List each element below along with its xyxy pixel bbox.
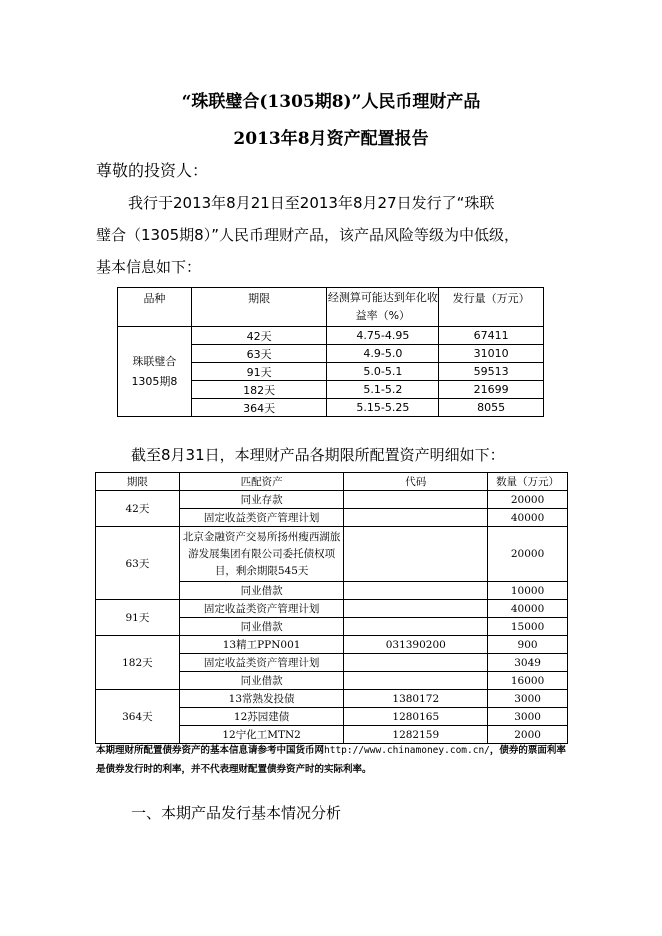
footnote-text-2: ，债券的票面利率是债券发行时的利率，并不代表理财配置债券资产时的实际利率。 (96, 745, 566, 775)
table-row (96, 600, 568, 618)
quantity-cell: 900 (488, 636, 568, 654)
term-cell: 182天 (96, 636, 180, 690)
volume-cell: 67411 (439, 327, 544, 345)
header-term: 期限 (191, 288, 327, 327)
yield-cell: 4.75-4.95 (327, 327, 439, 345)
table-row (96, 491, 568, 509)
code-cell (344, 618, 488, 636)
code-cell: 1282159 (344, 726, 488, 744)
quantity-cell: 3049 (488, 654, 568, 672)
volume-cell: 31010 (439, 345, 544, 363)
asset-cell: 同业借款 (179, 582, 344, 600)
section-heading: 一、本期产品发行基本情况分析 (131, 804, 342, 822)
quantity-cell: 3000 (488, 708, 568, 726)
report-subtitle: 2013年8月资产配置报告 (233, 129, 429, 149)
basic-info-table (117, 287, 544, 417)
term-cell: 91天 (96, 600, 180, 636)
code-cell (344, 491, 488, 509)
code-cell (344, 672, 488, 690)
quantity-cell: 10000 (488, 582, 568, 600)
quantity-cell: 40000 (488, 509, 568, 527)
term-cell: 91天 (191, 363, 327, 381)
table-row (96, 636, 568, 654)
term-cell: 42天 (96, 491, 180, 527)
quantity-cell: 3000 (488, 690, 568, 708)
asset-allocation-table (95, 472, 568, 744)
code-cell: 031390200 (344, 636, 488, 654)
quantity-cell: 16000 (488, 672, 568, 690)
asset-cell: 固定收益类资产管理计划 (179, 600, 344, 618)
code-cell (344, 654, 488, 672)
term-cell: 63天 (191, 345, 327, 363)
yield-cell: 5.0-5.1 (327, 363, 439, 381)
table-header-row (96, 473, 568, 491)
asset-intro: 截至8月31日，本理财产品各期限所配置资产明细如下： (131, 446, 505, 464)
asset-cell: 北京金融资产交易所扬州瘦西湖旅游发展集团有限公司委托债权项目，剩余期限545天 (179, 527, 344, 582)
yield-cell: 4.9-5.0 (327, 345, 439, 363)
header-quantity: 数量（万元） (488, 473, 568, 491)
volume-cell: 59513 (439, 363, 544, 381)
term-cell: 63天 (96, 527, 180, 600)
yield-cell: 5.1-5.2 (327, 381, 439, 399)
quantity-cell: 20000 (488, 491, 568, 509)
asset-cell: 固定收益类资产管理计划 (179, 509, 344, 527)
volume-cell: 8055 (439, 399, 544, 417)
quantity-cell: 2000 (488, 726, 568, 744)
term-cell: 182天 (191, 381, 327, 399)
intro-paragraph (96, 187, 568, 283)
header-asset: 匹配资产 (179, 473, 344, 491)
code-cell (344, 600, 488, 618)
header-yield: 经测算可能达到年化收益率（%） (327, 288, 439, 327)
term-cell: 364天 (96, 690, 180, 744)
code-cell (344, 509, 488, 527)
asset-cell: 13精工PPN001 (179, 636, 344, 654)
table-header-row (118, 288, 544, 327)
table-row (96, 527, 568, 582)
header-code: 代码 (344, 473, 488, 491)
report-title: “珠联璧合(1305期8)”人民币理财产品 (181, 92, 481, 112)
header-product: 品种 (118, 288, 192, 327)
quantity-cell: 40000 (488, 600, 568, 618)
term-cell: 364天 (191, 399, 327, 417)
asset-cell: 12苏园建债 (179, 708, 344, 726)
greeting: 尊敬的投资人： (96, 161, 209, 180)
footnote (96, 741, 574, 779)
yield-cell: 5.15-5.25 (327, 399, 439, 417)
term-cell: 42天 (191, 327, 327, 345)
code-cell: 1280165 (344, 708, 488, 726)
table-row (118, 327, 544, 345)
intro-line-1: 我行于2013年8月21日至2013年8月27日发行了“珠联 (128, 194, 495, 212)
intro-line-3: 基本信息如下： (96, 258, 202, 276)
asset-cell: 同业借款 (179, 618, 344, 636)
code-cell: 1380172 (344, 690, 488, 708)
table-row (96, 690, 568, 708)
intro-line-2: 璧合（1305期8）”人民币理财产品，该产品风险等级为中低级， (96, 226, 519, 244)
product-name-cell: 珠联璧合1305期8 (118, 327, 192, 417)
footnote-text-1: 本期理财所配置债券资产的基本信息请参考中国货币网 (96, 745, 325, 756)
code-cell (344, 582, 488, 600)
header-volume: 发行量（万元） (439, 288, 544, 327)
quantity-cell: 15000 (488, 618, 568, 636)
asset-cell: 固定收益类资产管理计划 (179, 654, 344, 672)
asset-cell: 12宁化工MTN2 (179, 726, 344, 744)
asset-cell: 同业借款 (179, 672, 344, 690)
asset-cell: 同业存款 (179, 491, 344, 509)
quantity-cell: 20000 (488, 527, 568, 582)
volume-cell: 21699 (439, 381, 544, 399)
header-term: 期限 (96, 473, 180, 491)
code-cell (344, 527, 488, 582)
asset-cell: 13常熟发投债 (179, 690, 344, 708)
chinamoney-link[interactable]: http://www.chinamoney.com.cn/ (324, 745, 490, 756)
